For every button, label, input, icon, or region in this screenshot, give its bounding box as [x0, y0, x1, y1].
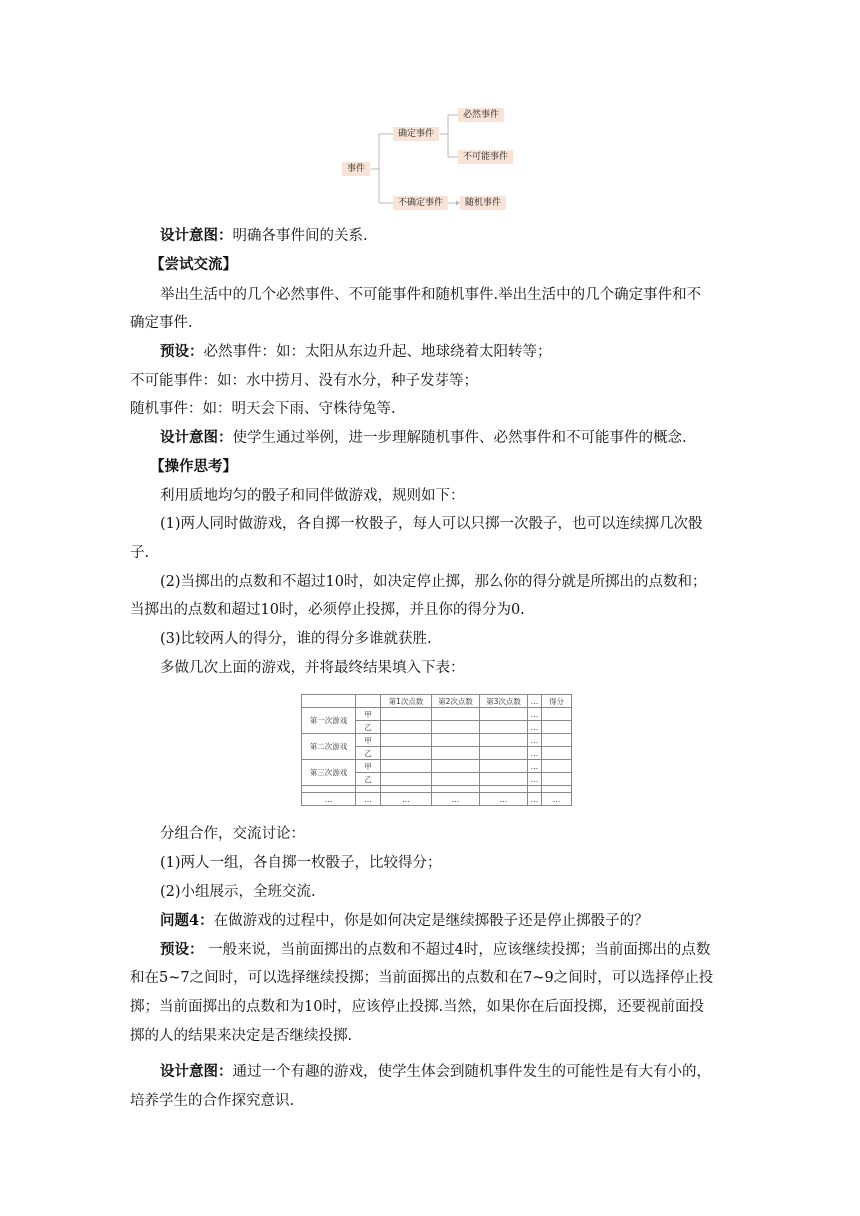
total-cell	[542, 773, 572, 786]
ellipsis-cell: …	[432, 793, 480, 806]
spacer-cell	[528, 786, 542, 793]
node-impossible-event: 不可能事件	[458, 150, 513, 164]
score-cell	[480, 747, 528, 760]
score-table	[301, 694, 572, 806]
table-ellipsis-row	[302, 793, 572, 806]
rule-2-line: 当掷出的点数和超过10时，必须停止投掷，并且你的得分为0.	[130, 602, 525, 618]
rules-intro: 利用质地均匀的骰子和同伴做游戏，规则如下：	[160, 488, 465, 504]
score-cell	[432, 747, 480, 760]
preset-2-line: 掷；当前面掷出的点数和为10时，应该停止投掷.当然，如果你在后面投掷，还要视前面投	[130, 999, 705, 1015]
design-intent-text: 通过一个有趣的游戏，使学生体会到随机事件发生的可能性是有大有小的，	[232, 1064, 711, 1080]
section-title-operation-thinking: 【操作思考】	[150, 458, 237, 475]
table-intro: 多做几次上面的游戏，并将最终结果填入下表：	[160, 660, 465, 676]
game-label-cell: 第一次游戏	[302, 708, 356, 734]
player-cell: 甲	[356, 734, 381, 747]
score-cell	[480, 734, 528, 747]
paragraph-line: 举出生活中的几个必然事件、不可能事件和随机事件.举出生活中的几个确定事件和不	[160, 287, 702, 303]
preset-text: 一般来说，当前面掷出的点数和不超过4时，应该继续投掷；当前面掷出的点数	[203, 942, 711, 958]
ellipsis-cell: …	[528, 760, 542, 773]
player-cell: 乙	[356, 773, 381, 786]
total-cell	[542, 747, 572, 760]
ellipsis-cell: …	[528, 708, 542, 721]
table-header-cell	[356, 695, 381, 708]
event-classification-diagram	[0, 0, 860, 220]
table-header-row	[302, 695, 572, 708]
preset-line	[160, 342, 736, 362]
rule-3: (3)比较两人的得分，谁的得分多谁就获胜.	[160, 631, 432, 647]
table-header-cell: …	[528, 695, 542, 708]
score-cell	[381, 773, 432, 786]
spacer-cell	[432, 786, 480, 793]
ellipsis-cell: …	[356, 793, 381, 806]
ellipsis-cell: …	[542, 793, 572, 806]
score-cell	[381, 760, 432, 773]
score-cell	[480, 708, 528, 721]
question-4	[160, 911, 736, 931]
design-intent-text: 使学生通过举例，进一步理解随机事件、必然事件和不可能事件的概念.	[232, 430, 687, 446]
table-header-cell: 得分	[542, 695, 572, 708]
player-cell: 甲	[356, 760, 381, 773]
score-cell	[432, 721, 480, 734]
score-cell	[432, 734, 480, 747]
ellipsis-cell: …	[381, 793, 432, 806]
score-cell	[381, 708, 432, 721]
design-intent-label: 设计意图：	[160, 1063, 233, 1080]
preset-label: 预设：	[160, 941, 204, 958]
player-cell: 乙	[356, 721, 381, 734]
score-cell	[480, 760, 528, 773]
preset-line: 不可能事件：如：水中捞月、没有水分，种子发芽等；	[130, 373, 478, 389]
score-cell	[381, 747, 432, 760]
node-certain-event: 必然事件	[458, 108, 504, 122]
table-row	[302, 708, 572, 721]
design-intent-label: 设计意图：	[160, 429, 233, 446]
score-cell	[432, 760, 480, 773]
design-intent-3	[160, 1062, 736, 1082]
total-cell	[542, 760, 572, 773]
preset-text: 必然事件：如：太阳从东边升起、地球绕着太阳转等；	[203, 344, 552, 360]
node-event: 事件	[342, 162, 370, 176]
score-cell	[480, 773, 528, 786]
ellipsis-cell: …	[302, 793, 356, 806]
design-intent-label: 设计意图：	[160, 227, 233, 244]
preset-2-line: 和在5~7之间时，可以选择继续投掷；当前面掷出的点数和在7~9之间时，可以选择停止投	[130, 970, 714, 986]
rule-1-line: 子.	[130, 545, 150, 561]
node-determinate-event: 确定事件	[393, 127, 439, 141]
score-cell	[432, 708, 480, 721]
game-label-cell: 第二次游戏	[302, 734, 356, 760]
question-text: 在做游戏的过程中，你是如何决定是继续掷骰子还是停止掷骰子的？	[213, 913, 649, 929]
design-intent-2	[160, 428, 736, 448]
spacer-cell	[480, 786, 528, 793]
table-row	[302, 734, 572, 747]
spacer-cell	[302, 786, 356, 793]
rule-2-line: (2)当掷出的点数和不超过10时，如决定停止掷，那么你的得分就是所掷出的点数和；	[160, 574, 707, 590]
total-cell	[542, 734, 572, 747]
ellipsis-cell: …	[528, 721, 542, 734]
table-header-cell: 第1次点数	[381, 695, 432, 708]
total-cell	[542, 708, 572, 721]
table-spacer-row	[302, 786, 572, 793]
score-cell	[381, 734, 432, 747]
preset-2-line	[160, 940, 736, 960]
design-intent-text: 明确各事件间的关系.	[232, 228, 368, 244]
table-header-cell: 第2次点数	[432, 695, 480, 708]
ellipsis-cell: …	[528, 773, 542, 786]
preset-2-line: 掷的人的结果来决定是否继续投掷.	[130, 1028, 353, 1044]
preset-label: 预设：	[160, 343, 204, 360]
rule-1-line: (1)两人同时做游戏，各自掷一枚骰子，每人可以只掷一次骰子，也可以连续掷几次骰	[160, 516, 703, 532]
spacer-cell	[542, 786, 572, 793]
score-cell	[381, 721, 432, 734]
score-cell	[432, 773, 480, 786]
table-header-cell	[302, 695, 356, 708]
player-cell: 乙	[356, 747, 381, 760]
section-title-try-exchange: 【尝试交流】	[150, 256, 237, 273]
game-label-cell: 第三次游戏	[302, 760, 356, 786]
group-item-1: (1)两人一组，各自掷一枚骰子，比较得分；	[160, 855, 442, 871]
preset-line: 随机事件：如：明天会下雨、守株待兔等.	[130, 401, 396, 417]
ellipsis-cell: …	[480, 793, 528, 806]
ellipsis-cell: …	[528, 747, 542, 760]
score-table-wrapper	[301, 694, 572, 806]
score-cell	[480, 721, 528, 734]
group-intro: 分组合作，交流讨论：	[160, 826, 305, 842]
paragraph-line: 确定事件.	[130, 315, 193, 331]
player-cell: 甲	[356, 708, 381, 721]
design-intent-3-line2: 培养学生的合作探究意识.	[130, 1093, 295, 1109]
node-indeterminate-event: 不确定事件	[393, 196, 448, 210]
table-header-cell: 第3次点数	[480, 695, 528, 708]
table-row	[302, 760, 572, 773]
group-item-2: (2)小组展示，全班交流.	[160, 884, 316, 900]
diagram-connectors	[0, 0, 860, 220]
question-label: 问题4：	[160, 912, 214, 929]
node-random-event: 随机事件	[460, 196, 506, 210]
spacer-cell	[356, 786, 381, 793]
ellipsis-cell: …	[528, 793, 542, 806]
total-cell	[542, 721, 572, 734]
ellipsis-cell: …	[528, 734, 542, 747]
design-intent-1	[160, 226, 736, 246]
spacer-cell	[381, 786, 432, 793]
